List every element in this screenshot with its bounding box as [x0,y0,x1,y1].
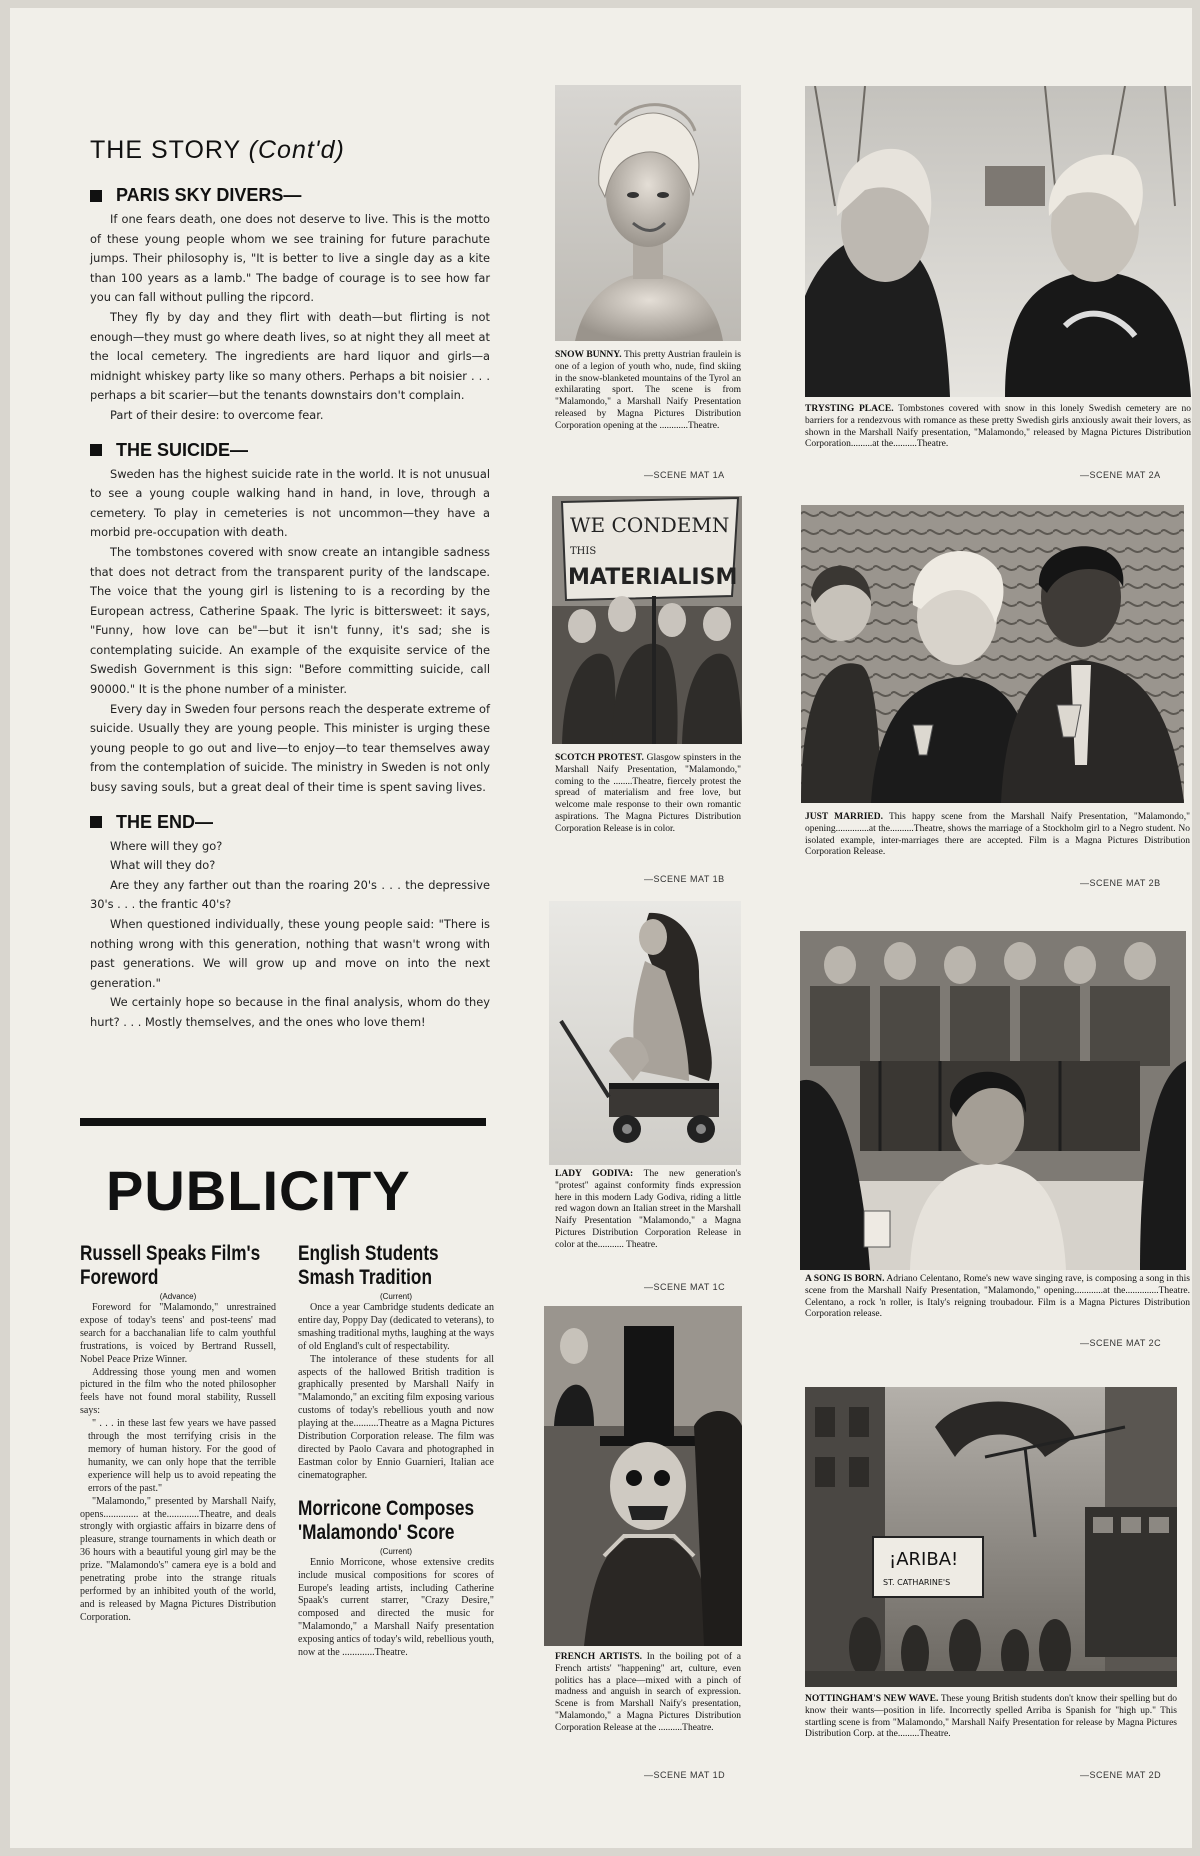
scene-mat-2a: —SCENE MAT 2A [1080,470,1161,480]
portrait-image [555,85,741,341]
story-paragraph: We certainly hope so because in the final analysis, whom do they hurt? . . . Mostly themselves, and the ones who love them! [90,995,490,1029]
article-paragraph: Addressing those young men and women pictured in the film who the noted philosopher feels have not found moral stability, Russell says: [80,1366,276,1417]
sign-line-3: MATERIALISM [568,565,738,590]
scene-mat-1c: —SCENE MAT 1C [644,1282,726,1292]
section-heading-text: THE SUICIDE— [116,439,249,460]
caption-text: Tombstones covered with snow in this lonely Swedish cemetery are no barriers for a rendezvous with romance as these pretty Swedish girls anxiously await their lovers, as shown in the Marshall Naify presentation, "Malamondo," released by Magna Pictures Distribution Corporation.........at the..........Theatre. [805,404,1191,450]
caption-2c [805,1274,1190,1321]
caption-lead: NOTTINGHAM'S NEW WAVE. [805,1694,939,1704]
sign-line-1: WE CONDEMN [570,513,730,537]
article-paragraph: "Malamondo," presented by Marshall Naify, opens.............. at the.............Theatre, and deals strongly with orgiastic affairs in bizarre dens of pleasure, strange tournaments in which death or 36 hours with a beautiful young girl may be the prize. "Malamondo's" camera eye is a bold and penetrating probe into the strange rituals performed by an inhibited youth of the world, and is released by Magna Pictures Distribution Corporation. [80,1495,276,1623]
story-paragraph: Are they any farther out than the roaring 20's . . . the depressive 30's . . . the frantic 40's? [90,877,490,912]
publicity-title: PUBLICITY [106,1159,411,1222]
story-paragraph: Part of their desire: to overcome fear. [110,407,324,422]
caption-1d [555,1652,741,1735]
caption-1b [555,753,741,836]
publicity-column-1 [80,1242,276,1625]
caption-1c [555,1169,741,1252]
section-heading-sky-divers [90,185,490,206]
publicity-column-2 [298,1242,494,1660]
caption-text: This happy scene from the Marshall Naify Presentation, "Malamondo," opening..............at the..........Theatre, shows the marriage of a Stockholm girl to a Negro student. No isolated example, inter-marriages there are accepted. Film is a Magna Pictures Distribution Corporation Release. [805,812,1190,858]
article-paragraph: Once a year Cambridge students dedicate an entire day, Poppy Day (dedicated to veterans), to smashing traditional myths, laughing at the ways of old England's cult of respectability. [298,1302,494,1352]
caption-text: This pretty Austrian fraulein is one of a legion of youth who, nude, find skiing in the snow-blanketed mountains of the Tyrol an exhilarating sport. The scene is from "Malamondo," a Marshall Naify Presentation released by Magna Pictures Distribution Corporation opening at the ............Theatre. [555,350,741,431]
press-sheet [10,8,1192,1848]
caption-lead: SNOW BUNNY. [555,350,622,360]
article-headline: English Students Smash Tradition [298,1242,439,1289]
story-paragraph: If one fears death, one does not deserve to live. This is the motto of these young people whom we see training for future parachute jumps. Their philosophy is, "It is better to live a single day as a kite than 100 years as a lamb." The badge of courage is to see how far you can fall without pulling the ripcord. [90,212,490,305]
photo-snow-bunny [555,85,741,341]
story-column [90,136,490,1033]
photo-scotch-protest [552,496,742,744]
section-heading-text: PARIS SKY DIVERS— [116,185,302,205]
section-heading-suicide [90,440,490,461]
story-paragraph: Where will they go? [110,838,223,853]
caption-lead: FRENCH ARTISTS. [555,1652,642,1662]
story-title-text: THE STORY [90,136,241,164]
caption-2a [805,404,1191,451]
cemetery-image [805,86,1191,397]
photo-nottingham-new-wave [805,1387,1177,1687]
section-divider [80,1118,486,1126]
cafe-image [800,931,1186,1270]
article-headline: Morricone Composes 'Malamondo' Score [298,1496,475,1544]
scene-mat-2b: —SCENE MAT 2B [1080,878,1161,888]
caption-2b [805,812,1190,859]
caption-2d [805,1694,1177,1741]
protest-image [552,496,742,744]
section-heading-text: THE END— [116,811,214,832]
story-paragraph: Every day in Sweden four persons reach the desperate extreme of suicide. Usually they are young people. This minister is urging these young people to go out and live—to enjoy—to tear themselves away from the contemplation of suicide. The ministry in Sweden is not only busy saving souls, but a great deal of their time is spent saving lives. [90,701,490,795]
caption-text: Glasgow spinsters in the Marshall Naify Presentation, "Malamondo," coming to the ........Theatre, fiercely protest the spread of materialism and free love, but welcome male response to their own romantic aspirations. The Magna Pictures Distribution Corporation Release is in color. [555,753,741,834]
scene-mat-2d: —SCENE MAT 2D [1080,1770,1162,1780]
caption-text: In the boiling pot of a French artists' "happening" art, culture, even politics has a place—mixed with a pinch of madness and anguish in search of expression. Scene is from Marshall Naify's presentation, "Malamondo," a Magna Pictures Distribution Corporation Release at the ..........Theatre. [555,1652,741,1733]
article-tag: (Current) [379,1292,412,1301]
scene-mat-1d: —SCENE MAT 1D [644,1770,726,1780]
article-tag: (Current) [379,1546,412,1556]
happening-image [544,1306,742,1646]
wedding-image [801,505,1184,803]
sign-ariba: ¡ARIBA! [889,1549,959,1570]
story-paragraph: What will they do? [110,858,216,873]
story-paragraph: When questioned individually, these young people said: "There is nothing wrong with this generation, nothing that wasn't wrong with past generations. We will grow up and move on into the next generation." [90,917,490,990]
bullet-square-icon [90,190,102,202]
article-tag: (Advance) [159,1292,197,1301]
sign-st-catharines: ST. CATHARINE'S [883,1578,951,1587]
photo-french-artists [544,1306,742,1646]
story-paragraph: Sweden has the highest suicide rate in the world. It is not unusual to see a young couple walking hand in hand, in love, through a cemetery. To play in cemeteries is not uncommon—they have a morbid pre-occupation with death. [90,466,490,540]
article-paragraph: " . . . in these last few years we have passed through the most terrifying crisis in the memory of human history. For the good of humanity, we can only hope that the terrible experience will help us to avoid repeating the errors of the past." [88,1418,276,1494]
caption-text: Adriano Celentano, Rome's new wave singing rave, is composing a song in this scene from the Marshall Naify Presentation, "Malamondo," opening............at the..............Theatre. Celentano, a rock 'n roller, is Italy's reigning troubadour. Film is a Magna Pictures Distribution Corporation release. [805,1274,1191,1320]
bullet-square-icon [90,816,102,828]
story-paragraph: They fly by day and they flirt with death—but flirting is not enough—they must go where death lives, so at night they all meet at the local cemetery. The ingredients are hard liquor and girls—a midnight whiskey party like so many others. Perhaps a bit noisier . . . perhaps a bit scarier—but the tenants downstairs don't complain. [90,309,490,403]
street-image [805,1387,1177,1687]
caption-lead: LADY GODIVA: [555,1169,634,1179]
caption-lead: JUST MARRIED. [805,812,883,822]
section-heading-end [90,812,490,833]
story-title-suffix: (Cont'd) [248,136,345,164]
scene-mat-1b: —SCENE MAT 1B [644,874,725,884]
caption-lead: A SONG IS BORN. [805,1274,885,1284]
caption-lead: TRYSTING PLACE. [805,404,894,414]
story-paragraph: The tombstones covered with snow create an intangible sadness that does not detract from the transparent purity of the landscape. The voice that the young girl is listening to is a recording by the European actress, Catherine Spaak. The lyric is bittersweet: it says, "Funny, how love can be"—but it isn't funny, it's sad; she is contemplating suicide. An example of the exquisite service of the Swedish Government is this sign: "Before committing suicide, call 90000." It is the phone number of a minister. [90,544,490,697]
sign-line-2: THIS [570,546,597,557]
caption-1a [555,350,741,433]
photo-just-married [801,505,1184,803]
article-paragraph: Foreword for "Malamondo," unrestrained expose of today's teens' and post-teens' mad search for a bacchanalian life to calm youthful frustrations, is voiced by Bertrand Russell, Nobel Peace Prize Winner. [80,1302,276,1365]
photo-trysting-place [805,86,1191,397]
story-title [90,136,490,165]
photo-lady-godiva [549,901,741,1165]
article-paragraph: Ennio Morricone, whose extensive credits include musical compositions for scores of Europe's leading artists, including Catherine Spaak's current starrer, "Crazy Desire," composed and directed the music for "Malamondo," a Marshall Naify presentation exposing antics of today's wild, rebellious youth, now at the .............Theatre. [298,1556,494,1659]
article-paragraph: The intolerance of these students for all aspects of the hallowed British tradition is graphically presented by Marshall Naify in "Malamondo," an exciting film exposing various customs of today's rebellious youth and now playing at the..........Theatre as a Magna Pictures Distribution Corporation release. The film was directed by Paolo Cavara and photographed in Eastman color by Ennio Guarnieri, Italian ace cinematographer. [298,1353,494,1481]
scene-mat-2c: —SCENE MAT 2C [1080,1338,1162,1348]
bullet-square-icon [90,444,102,456]
caption-lead: SCOTCH PROTEST. [555,753,644,763]
caption-text: The new generation's "protest" against conformity finds expression here in this modern Lady Godiva, riding a little red wagon down an Italian street in the Marshall Naify Presentation "Malamondo," a Magna Pictures Distribution Corporation Release in color at the........... Theatre. [555,1169,741,1250]
photo-song-is-born [800,931,1186,1270]
article-headline: Russell Speaks Film's Foreword [80,1242,261,1289]
scene-mat-1a: —SCENE MAT 1A [644,470,725,480]
wagon-image [549,901,741,1165]
caption-text: These young British students don't know their spelling but do know their wants—position in life. Incorrectly spelled Arriba is Spanish for "high up." This startling scene is from "Malamondo," Marshall Naify Presentation for release by Magna Pictures Distribution Corp. at the.........Theatre. [805,1694,1177,1740]
